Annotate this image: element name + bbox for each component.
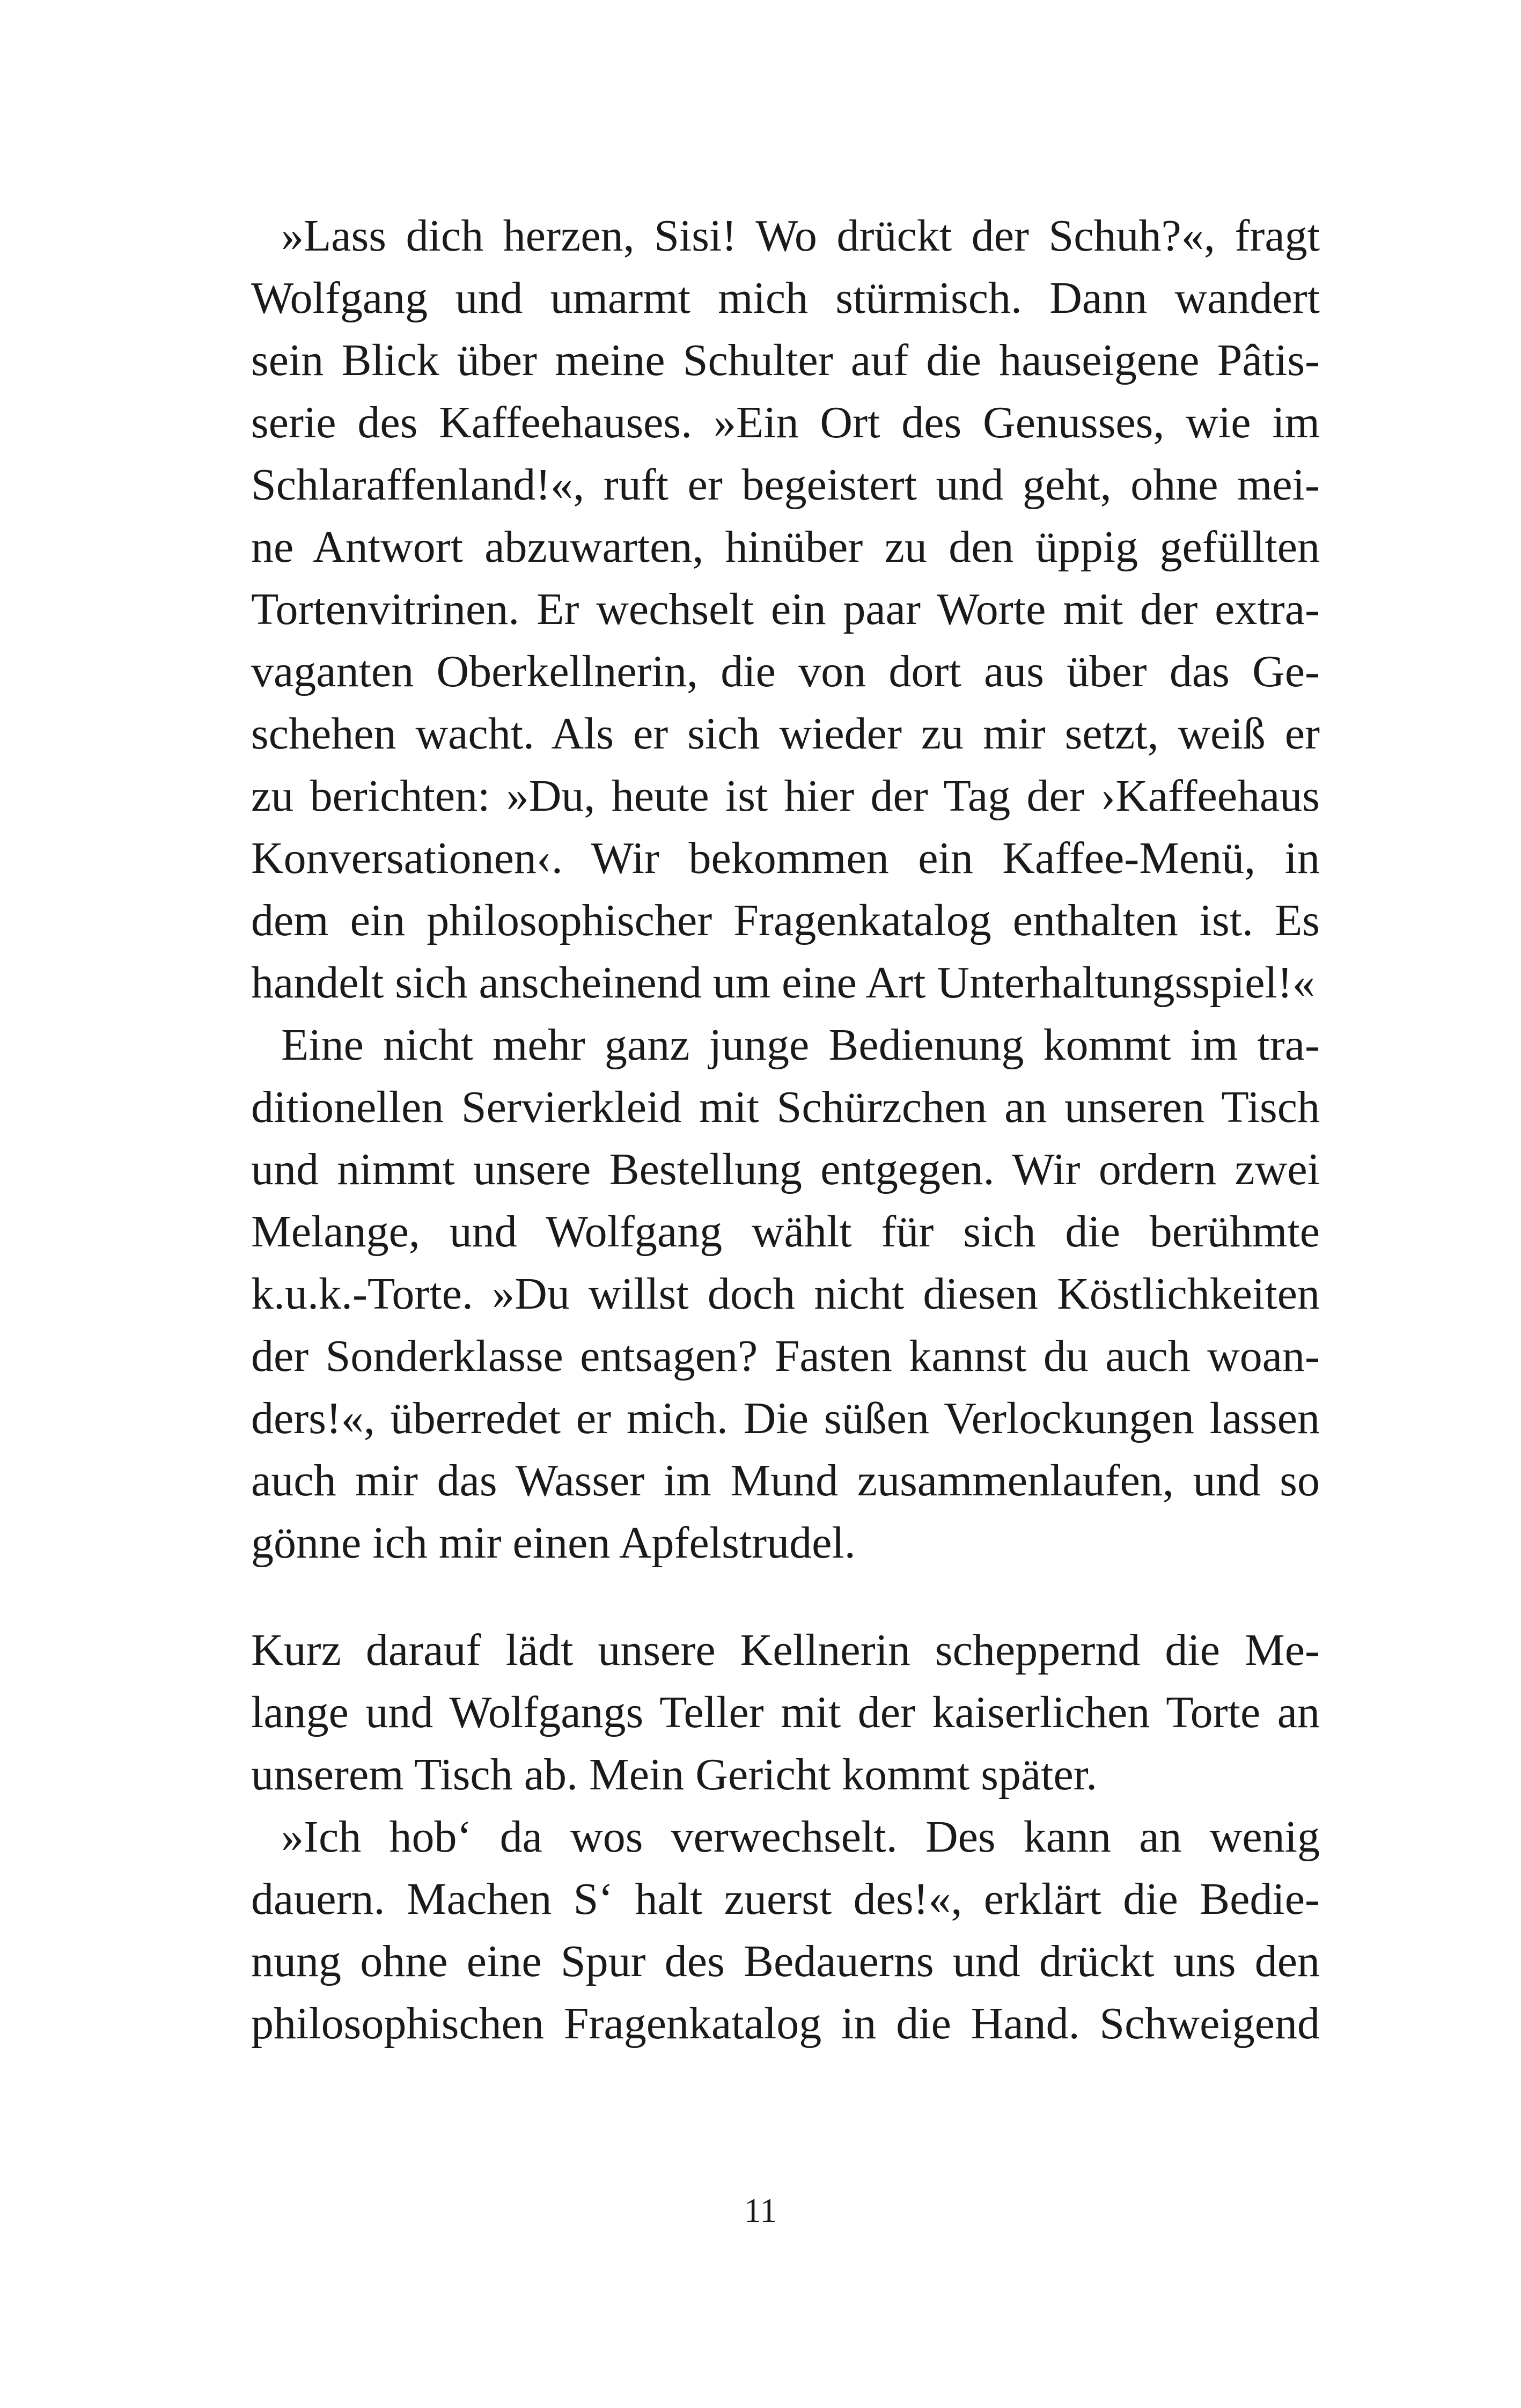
page-number: 11 (744, 2191, 777, 2229)
text-line: philosophischen Fragenkatalog in die Hand. Schweigend (251, 1999, 1320, 2049)
paragraph (251, 1806, 1320, 2055)
text-line: vaganten Oberkellnerin, die von dort aus über das Ge- (251, 647, 1320, 696)
text-line: Kurz darauf lädt unsere Kellnerin scheppernd die Me- (251, 1625, 1320, 1675)
text-line: sein Blick über meine Schulter auf die hauseigene Pâtis- (251, 335, 1320, 385)
text-line: zu berichten: »Du, heute ist hier der Tag der ›Kaffeehaus (251, 771, 1320, 821)
paragraph (251, 1619, 1320, 1806)
text-line: Tortenvitrinen. Er wechselt ein paar Worte mit der extra- (251, 584, 1320, 634)
text-line: Schlaraffenland!«, ruft er begeistert und geht, ohne mei- (251, 460, 1320, 510)
text-line: handelt sich anscheinend um eine Art Unterhaltungsspiel!« (251, 958, 1315, 1008)
text-line: Wolfgang und umarmt mich stürmisch. Dann wandert (251, 273, 1320, 323)
text-line: lange und Wolfgangs Teller mit der kaiserlichen Torte an (251, 1687, 1320, 1737)
text-line: ditionellen Servierkleid mit Schürzchen an unseren Tisch (251, 1082, 1320, 1132)
text-line: dauern. Machen S‘ halt zuerst des!«, erklärt die Bedie- (251, 1874, 1320, 1924)
text-line: »Lass dich herzen, Sisi! Wo drückt der Schuh?«, fragt (281, 211, 1320, 261)
text-line: k.u.k.-Torte. »Du willst doch nicht diesen Köstlichkeiten (251, 1269, 1320, 1319)
text-section-1 (251, 205, 1320, 1574)
text-line: gönne ich mir einen Apfelstrudel. (251, 1518, 856, 1568)
text-line: ne Antwort abzuwarten, hinüber zu den üppig gefüllten (251, 522, 1320, 572)
text-line: nung ohne eine Spur des Bedauerns und drückt uns den (251, 1936, 1320, 1986)
text-line: unserem Tisch ab. Mein Gericht kommt später. (251, 1750, 1098, 1800)
text-line: »Ich hob‘ da wos verwechselt. Des kann an wenig (281, 1812, 1320, 1862)
text-line: und nimmt unsere Bestellung entgegen. Wir ordern zwei (251, 1144, 1320, 1194)
text-line: ders!«, überredet er mich. Die süßen Verlockungen lassen (251, 1393, 1320, 1443)
text-line: Konversationen‹. Wir bekommen ein Kaffee-Menü, in (251, 833, 1320, 883)
paragraph (251, 1014, 1320, 1574)
text-line: der Sonderklasse entsagen? Fasten kannst du auch woan- (251, 1331, 1320, 1381)
text-line: Eine nicht mehr ganz junge Bedienung kommt im tra- (281, 1020, 1320, 1070)
text-line: auch mir das Wasser im Mund zusammenlaufen, und so (251, 1456, 1320, 1506)
text-section-2 (251, 1619, 1320, 2055)
text-line: schehen wacht. Als er sich wieder zu mir setzt, weiß er (251, 709, 1320, 759)
paragraph (251, 205, 1320, 1014)
text-line: dem ein philosophischer Fragenkatalog enthalten ist. Es (251, 895, 1320, 945)
text-line: Melange, und Wolfgang wählt für sich die berühmte (251, 1207, 1320, 1257)
text-line: serie des Kaffeehauses. »Ein Ort des Genusses, wie im (251, 398, 1320, 447)
